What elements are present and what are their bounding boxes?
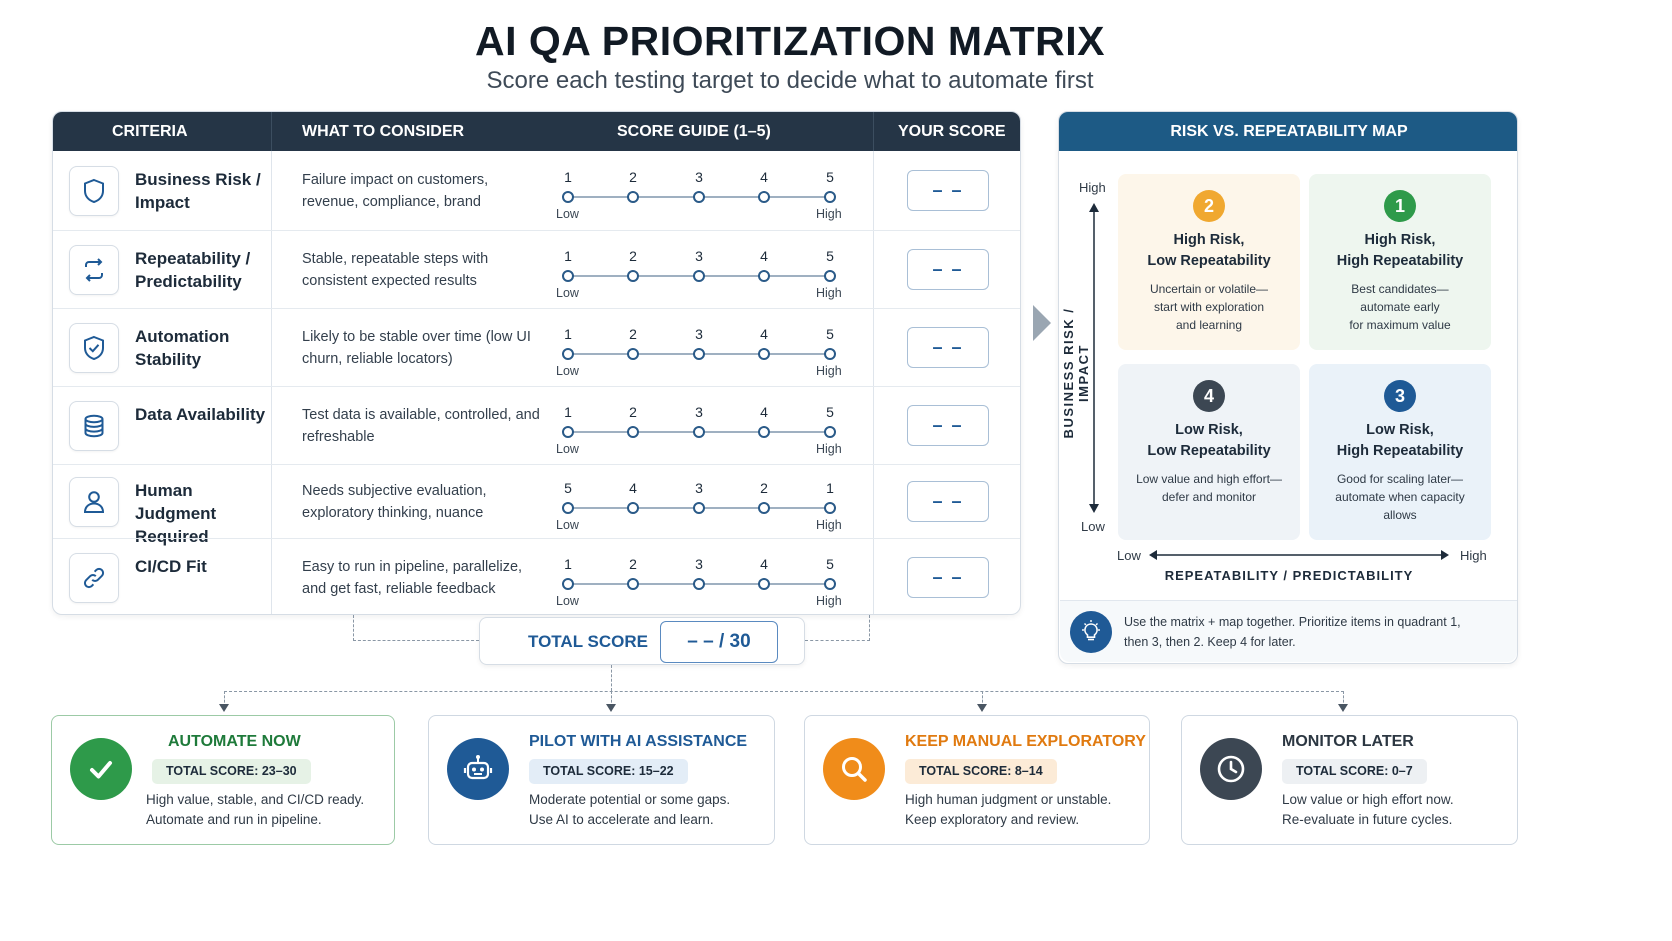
your-score-input[interactable]: – – [907,170,989,211]
scale-option[interactable] [758,578,770,590]
matrix-row [53,464,1021,546]
total-score-label: TOTAL SCORE [528,632,648,651]
scale-option[interactable] [627,578,639,590]
header-criteria: CRITERIA [112,123,188,140]
scale-low-label: Low [556,364,579,378]
tip-line-1: Use the matrix + map together. Prioritize items in quadrant 1, [1124,615,1461,629]
person-icon [69,477,119,527]
scale-tick-label: 3 [695,248,703,264]
clock-icon [1200,738,1262,800]
scale-option[interactable] [627,502,639,514]
scale-high-label: High [816,442,842,456]
scale-low-label: Low [556,518,579,532]
scale-tick-label: 2 [629,248,637,264]
score-scale [553,159,843,219]
quadrant-description: automate when capacity [1335,490,1465,504]
consider-text: Stable, repeatable steps with consistent expected results [302,251,489,289]
scale-option[interactable] [562,270,574,282]
card-description: High human judgment or unstable. Keep exploratory and review. [905,792,1112,827]
flow-arrow-icon [1030,303,1054,343]
scale-tick-label: 1 [564,168,572,185]
scale-low-label: Low [556,594,579,608]
scale-tick-label: 4 [760,404,768,420]
checkmark-icon [70,738,132,800]
card-description: Low value or high effort now. Re-evaluate in future cycles. [1282,792,1454,827]
scale-low-label: Low [556,286,579,300]
matrix-row [53,230,1021,308]
quadrant-description: Uncertain or volatile— [1149,282,1269,296]
scale-high-label: High [816,286,842,300]
map-title: RISK VS. REPEATABILITY MAP [1059,112,1518,151]
quadrant-description: for maximum value [1349,318,1451,332]
consider-text: Needs subjective evaluation, exploratory thinking, nuance [302,483,487,521]
total-score-panel [479,617,805,665]
outcome-card-1 [51,715,395,845]
lightbulb-icon [1070,611,1112,653]
connector-arrowheads [0,700,1672,716]
criteria-label: Human Judgment Required [135,481,217,546]
scale-high-label: High [816,206,842,221]
quadrant-title: High Risk, [1364,232,1436,248]
consider-text: Easy to run in pipeline, parallelize, and get fast, reliable feedback [302,559,523,597]
repeat-arrows-icon [69,245,119,295]
scale-option[interactable] [824,502,836,514]
card-title: KEEP MANUAL EXPLORATORY [905,733,1146,750]
criteria-label: Automation Stability [135,327,230,369]
page-subtitle: Score each testing target to decide what to automate first [486,67,1094,94]
card-description: Moderate potential or some gaps. Use AI to accelerate and learn. [529,792,731,827]
quadrant-1 [1309,174,1491,350]
quadrant-number-badge: 4 [1193,380,1225,412]
scale-tick-label: 3 [695,556,703,572]
criteria-label: Data Availability [135,405,266,424]
scale-tick-label: 5 [826,556,834,572]
criteria-label: Business Risk / Impact [135,169,261,212]
scale-option[interactable] [824,270,836,282]
x-axis-high-label: High [1460,548,1487,563]
quadrant-title: Low Risk, [1366,422,1434,438]
quadrant-2 [1118,174,1300,350]
header-what-to-consider: WHAT TO CONSIDER [302,123,465,140]
scale-option[interactable] [627,348,639,360]
scale-tick-label: 4 [760,168,768,185]
your-score-input[interactable]: – – [907,557,989,598]
scale-tick-label: 5 [564,480,572,496]
header-score-guide: SCORE GUIDE (1–5) [617,123,771,140]
matrix-row [53,538,1021,615]
scale-tick-label: 1 [564,248,572,264]
scale-tick-label: 3 [695,404,703,420]
score-range-badge: TOTAL SCORE: 23–30 [152,759,311,784]
quadrant-3 [1309,364,1491,540]
scale-tick-label: 2 [629,404,637,420]
prioritization-matrix [52,111,1021,615]
consider-text: Test data is available, controlled, and refreshable [302,407,540,445]
your-score-input[interactable]: – – [907,405,989,446]
outcome-card-2 [428,715,775,845]
scale-option[interactable] [562,578,574,590]
matrix-row [53,386,1021,464]
magnifier-icon [823,738,885,800]
scale-tick-label: 5 [826,404,834,420]
your-score-input[interactable]: – – [907,249,989,290]
scale-tick-label: 4 [760,326,768,342]
quadrant-title: High Risk, [1173,232,1245,248]
scale-tick-label: 2 [629,168,637,185]
link-icon [69,553,119,603]
page-title: AI QA PRIORITIZATION MATRIX [475,18,1105,64]
shield-check-icon [69,323,119,373]
scale-tick-label: 1 [826,480,834,496]
scale-tick-label: 2 [629,326,637,342]
card-title: MONITOR LATER [1282,733,1414,750]
scale-option[interactable] [758,191,770,203]
scale-high-label: High [816,518,842,532]
quadrant-subtitle: High Repeatability [1336,443,1464,459]
scale-option[interactable] [693,270,705,282]
quadrant-subtitle: High Repeatability [1336,253,1464,269]
scale-option[interactable] [758,502,770,514]
scale-option[interactable] [758,270,770,282]
scale-option[interactable] [824,578,836,590]
scale-tick-label: 5 [826,326,834,342]
consider-text: Likely to be stable over time (low UI churn, reliable locators) [302,329,531,367]
matrix-row [53,151,1021,230]
quadrant-description: Low value and high effort— [1136,472,1282,486]
scale-tick-label: 4 [629,480,637,496]
scale-tick-label: 4 [760,248,768,264]
scale-option[interactable] [693,502,705,514]
scale-option[interactable] [693,348,705,360]
header-your-score: YOUR SCORE [898,123,1006,140]
risk-repeatability-map [1058,111,1518,664]
shield-icon [69,166,119,216]
card-title: PILOT WITH AI ASSISTANCE [529,733,748,750]
consider-text: Failure impact on customers, revenue, compliance, brand [302,171,489,210]
scale-option[interactable] [824,348,836,360]
database-icon [69,401,119,451]
criteria-label: Repeatability / Predictability [135,249,251,291]
scale-option[interactable] [824,426,836,438]
your-score-input[interactable]: – – [907,481,989,522]
scale-option[interactable] [758,348,770,360]
quadrant-4 [1118,364,1300,540]
scale-high-label: High [816,594,842,608]
card-description: High value, stable, and CI/CD ready. Automate and run in pipeline. [146,792,365,827]
map-tip [1060,600,1517,662]
score-range-badge: TOTAL SCORE: 8–14 [905,759,1057,784]
scale-option[interactable] [758,426,770,438]
scale-tick-label: 3 [695,480,703,496]
quadrant-number-badge: 2 [1193,190,1225,222]
quadrant-description: and learning [1175,318,1243,332]
scale-option[interactable] [627,426,639,438]
scale-tick-label: 4 [760,556,768,572]
scale-option[interactable] [562,191,574,203]
quadrant-description: allows [1383,508,1417,522]
x-axis-low-label: Low [1117,548,1141,563]
criteria-label: CI/CD Fit [135,557,207,576]
scale-option[interactable] [693,191,705,203]
scale-tick-label: 2 [629,556,637,572]
scale-tick-label: 1 [564,326,572,342]
total-score-value[interactable]: – – / 30 [660,621,778,663]
y-axis-high-label: High [1079,180,1106,195]
y-axis-low-label: Low [1081,519,1105,534]
scale-low-label: Low [556,206,579,221]
scale-option[interactable] [562,426,574,438]
scale-tick-label: 3 [695,168,703,185]
scale-option[interactable] [562,502,574,514]
score-scale [553,470,843,530]
scale-tick-label: 5 [826,248,834,264]
scale-option[interactable] [562,348,574,360]
scale-tick-label: 2 [760,480,768,496]
score-scale [553,394,843,454]
quadrant-description: defer and monitor [1161,490,1257,504]
scale-low-label: Low [556,442,579,456]
card-title: AUTOMATE NOW [168,733,301,750]
scale-tick-label: 3 [695,326,703,342]
y-axis-title: BUSINESS RISK / IMPACT [1061,307,1091,439]
score-range-badge: TOTAL SCORE: 15–22 [529,759,688,784]
scale-tick-label: 1 [564,404,572,420]
scale-option[interactable] [693,426,705,438]
quadrant-title: Low Risk, [1175,422,1243,438]
score-scale [553,316,843,376]
tip-line-2: then 3, then 2. Keep 4 for later. [1124,635,1296,649]
quadrant-subtitle: Low Repeatability [1147,253,1271,269]
quadrant-number-badge: 1 [1384,190,1416,222]
matrix-row [53,308,1021,386]
scale-option[interactable] [693,578,705,590]
score-scale [553,238,843,298]
quadrant-description: start with exploration [1153,300,1265,314]
scale-option[interactable] [824,191,836,203]
scale-option[interactable] [627,270,639,282]
scale-high-label: High [816,364,842,378]
x-axis-arrow [1149,548,1449,562]
quadrant-subtitle: Low Repeatability [1147,443,1271,459]
scale-tick-label: 5 [826,168,834,185]
quadrant-description: automate early [1360,300,1440,314]
quadrant-description: Best candidates— [1351,282,1449,296]
x-axis-title: REPEATABILITY / PREDICTABILITY [1164,568,1414,583]
scale-option[interactable] [627,191,639,203]
score-range-badge: TOTAL SCORE: 0–7 [1282,759,1427,784]
outcome-card-4 [1181,715,1518,845]
scale-tick-label: 1 [564,556,572,572]
robot-icon [447,738,509,800]
quadrant-number-badge: 3 [1384,380,1416,412]
outcome-card-3 [804,715,1150,845]
matrix-header [53,112,1021,151]
your-score-input[interactable]: – – [907,327,989,368]
quadrant-description: Good for scaling later— [1336,472,1464,486]
score-scale [553,546,843,606]
